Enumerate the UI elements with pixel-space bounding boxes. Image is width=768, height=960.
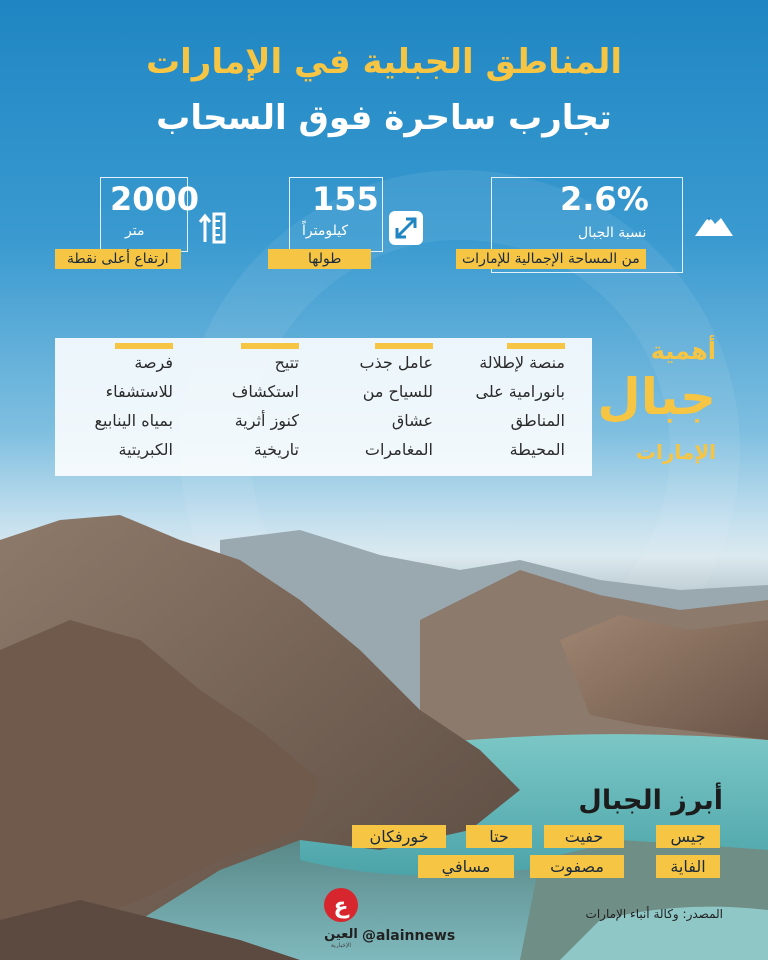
stat-tag-percentage: من المساحة الإجمالية للإمارات	[456, 249, 646, 269]
mountain-chip: مصفوت	[530, 855, 624, 878]
svg-text:العين: العين	[324, 927, 358, 942]
mountain-chip: حفيت	[544, 825, 624, 848]
stat-value-percentage: 2.6%	[560, 180, 649, 218]
mountain-chip: خورفكان	[352, 825, 446, 848]
expand-arrows-icon	[388, 210, 424, 246]
mountain-chip: حتا	[466, 825, 532, 848]
mountain-icon	[693, 208, 735, 238]
item-accent-bar	[375, 343, 433, 349]
subtitle: تجارب ساحرة فوق السحاب	[156, 98, 612, 138]
importance-title-line3: الإمارات	[635, 440, 716, 464]
stat-label-length: كيلومتراً	[302, 223, 349, 239]
alain-logo-icon	[322, 886, 360, 948]
mountain-chip: مسافي	[418, 855, 514, 878]
mountain-chip: جيس	[656, 825, 720, 848]
height-ruler-icon	[198, 212, 228, 244]
stat-label-percentage: نسبة الجبال	[578, 225, 647, 241]
item-accent-bar	[241, 343, 299, 349]
item-accent-bar	[507, 343, 565, 349]
stat-label-height: متر	[125, 223, 145, 239]
mountain-landscape-image	[0, 500, 768, 960]
importance-panel	[55, 338, 592, 476]
importance-item: فرصة للاستشفاء بمياه الينابيع الكبريتية	[63, 348, 173, 464]
importance-title-line2: جبال	[597, 368, 716, 426]
stat-value-height: 2000	[110, 180, 200, 218]
importance-item: تتيح استكشاف كنوز أثرية تاريخية	[189, 348, 299, 464]
importance-item: عامل جذب للسياح من عشاق المغامرات	[323, 348, 433, 464]
social-handle: @alainnews	[362, 928, 456, 944]
source-text: المصدر: وكالة أنباء الإمارات	[585, 907, 723, 921]
importance-title-line1: أهمية	[650, 337, 716, 365]
stat-value-length: 155	[312, 180, 379, 218]
top-mountains-title: أبرز الجبال	[578, 785, 723, 816]
mountain-chip: الفاية	[656, 855, 720, 878]
importance-item: منصة لإطلالة بانورامية على المناطق المحيطة	[455, 348, 565, 464]
stat-tag-length: طولها	[268, 249, 371, 269]
item-accent-bar	[115, 343, 173, 349]
svg-text:الإخبارية: الإخبارية	[330, 942, 352, 948]
svg-text:ع: ع	[333, 894, 349, 919]
stat-tag-height: ارتفاع أعلى نقطة	[55, 249, 181, 269]
main-title: المناطق الجبلية في الإمارات	[145, 42, 623, 82]
